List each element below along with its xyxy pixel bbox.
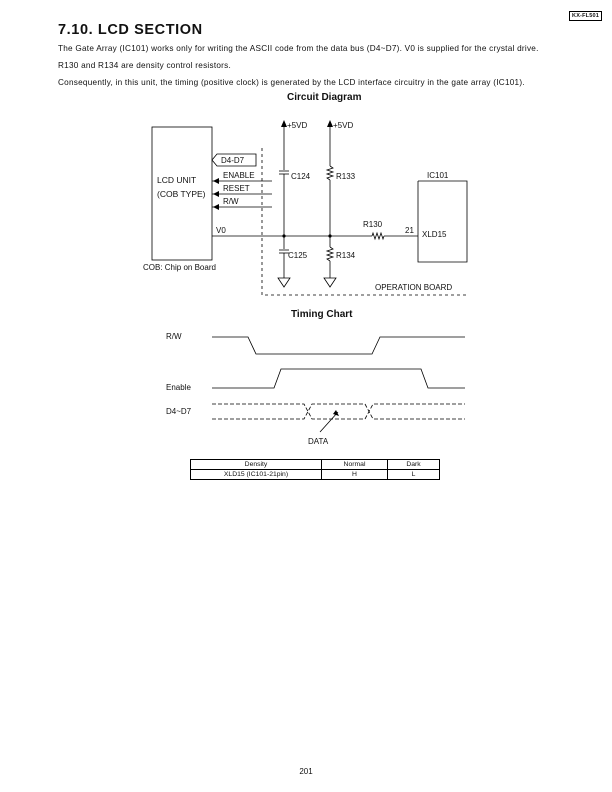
paragraph-density-resistors: R130 and R134 are density control resistors. — [58, 61, 232, 70]
xld15-cell: XLD15 (IC101-21pin) — [191, 470, 322, 480]
ground-symbol-1 — [278, 278, 290, 287]
page-number: 201 — [299, 767, 313, 776]
v0-label: V0 — [216, 226, 226, 235]
dark-value-cell: L — [388, 470, 440, 480]
density-table-header-row — [191, 460, 440, 470]
density-table-row — [191, 470, 440, 480]
timing-rw-label: R/W — [166, 332, 182, 341]
data-bus-label: D4-D7 — [221, 156, 245, 165]
rw-waveform — [212, 337, 465, 354]
dark-header: Dark — [388, 460, 440, 470]
r134-zigzag — [327, 247, 333, 261]
pin-number-label: 21 — [405, 226, 414, 235]
timing-chart-heading: Timing Chart — [291, 309, 353, 320]
data-bus-upper — [212, 404, 465, 419]
data-pointer-arrow — [333, 410, 339, 416]
data-bus-lower — [212, 404, 465, 419]
supply-1-label: +5VD — [287, 121, 308, 130]
normal-header: Normal — [322, 460, 388, 470]
ic101-box — [418, 181, 467, 262]
timing-enable-label: Enable — [166, 383, 191, 392]
lcd-unit-label: LCD UNIT — [157, 175, 197, 185]
reset-arrow — [213, 191, 219, 197]
paragraph-gate-array: The Gate Array (IC101) works only for writing the ASCII code from the data bus (D4~D7). V0 is supplied for the crystal drive. — [58, 44, 539, 53]
model-number-tag: KX-FL501 — [569, 11, 602, 21]
c125-label: C125 — [288, 251, 308, 260]
r134-label: R134 — [336, 251, 356, 260]
c124-label: C124 — [291, 172, 311, 181]
ic101-label: IC101 — [427, 171, 449, 180]
enable-label: ENABLE — [223, 171, 255, 180]
lcd-cob-type-label: (COB TYPE) — [157, 189, 206, 199]
operation-board-label: OPERATION BOARD — [375, 283, 453, 292]
reset-label: RESET — [223, 184, 250, 193]
xld15-label: XLD15 — [422, 230, 447, 239]
density-table — [190, 459, 440, 480]
normal-value-cell: H — [322, 470, 388, 480]
density-header: Density — [191, 460, 322, 470]
r130-label: R130 — [363, 220, 383, 229]
rw-arrow — [213, 204, 219, 210]
section-title: 7.10. LCD SECTION — [58, 22, 203, 38]
enable-arrow — [213, 178, 219, 184]
ground-symbol-2 — [324, 278, 336, 287]
r133-zigzag — [327, 166, 333, 180]
paragraph-timing: Consequently, in this unit, the timing (positive clock) is generated by the LCD interface circuitry in the gate array (IC101). — [58, 78, 525, 87]
data-pointer — [320, 412, 338, 432]
r133-label: R133 — [336, 172, 356, 181]
r130-zigzag — [372, 233, 384, 239]
timing-data-bus-label: D4~D7 — [166, 407, 192, 416]
supply-2-label: +5VD — [333, 121, 354, 130]
rw-label: R/W — [223, 197, 239, 206]
timing-data-label: DATA — [308, 437, 329, 446]
circuit-diagram-heading: Circuit Diagram — [287, 92, 362, 103]
enable-waveform — [212, 369, 465, 388]
cob-note: COB: Chip on Board — [143, 263, 216, 272]
